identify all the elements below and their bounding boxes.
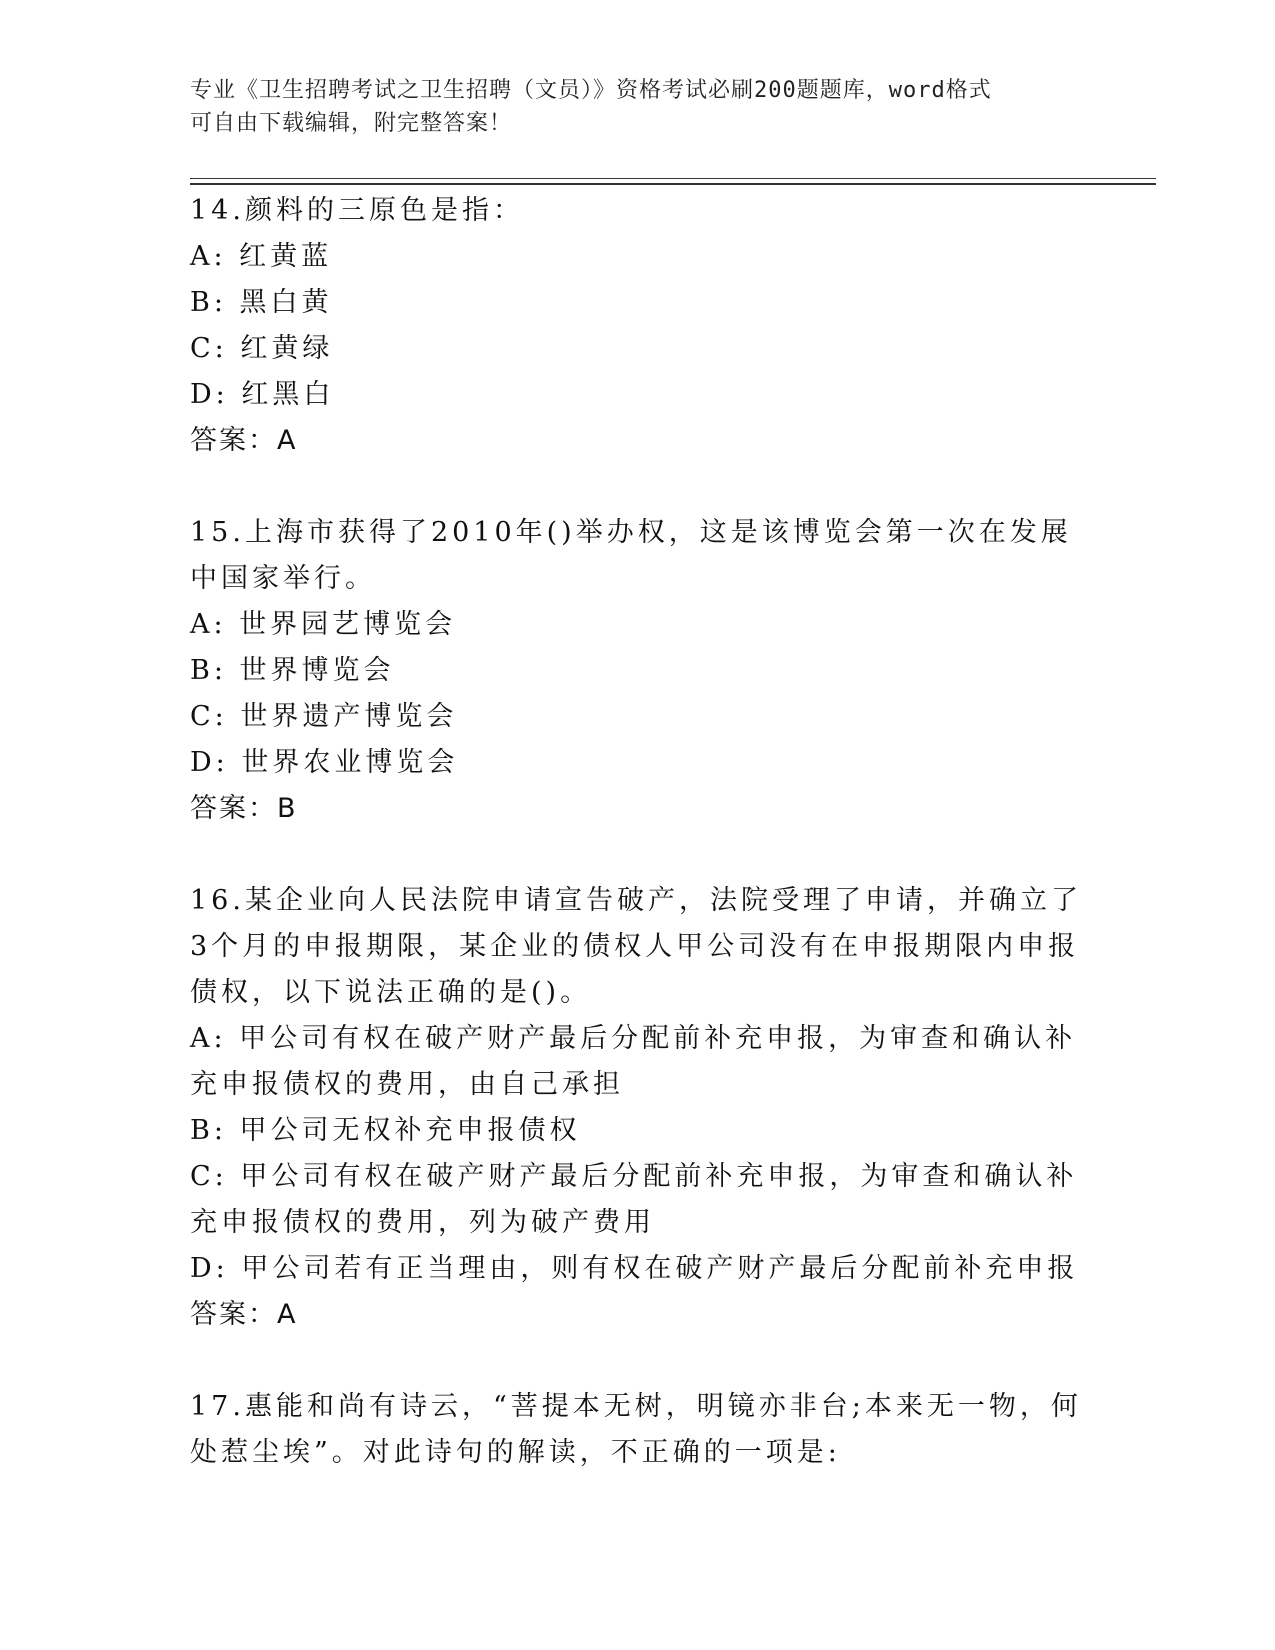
header-line-2: 可自由下载编辑，附完整答案！ (190, 111, 513, 136)
answer-label: 答案：A (190, 425, 298, 456)
answer-label: 答案：B (190, 793, 298, 824)
option-a: A: 世界园艺博览会 (190, 609, 457, 640)
option-c: C: 世界遗产博览会 (190, 701, 458, 732)
question-16 (190, 878, 1090, 1338)
question-stem: 14.颜料的三原色是指： (190, 195, 524, 226)
option-d: D: 世界农业博览会 (190, 747, 459, 778)
option-a: A: 甲公司有权在破产财产最后分配前补充申报，为审查和确认补充申报债权的费用，由自己承担 (190, 1023, 1077, 1100)
option-c: C: 甲公司有权在破产财产最后分配前补充申报，为审查和确认补充申报债权的费用，列为破产费用 (190, 1161, 1078, 1238)
question-17 (190, 1384, 1090, 1476)
option-a: A: 红黄蓝 (190, 241, 333, 272)
option-b: B: 世界博览会 (190, 655, 395, 686)
question-stem: 16.某企业向人民法院申请宣告破产，法院受理了申请，并确立了3个月的申报期限，某企业的债权人甲公司没有在申报期限内申报债权，以下说法正确的是()。 (190, 885, 1082, 1008)
header-line-1: 专业《卫生招聘考试之卫生招聘（文员）》资格考试必刷200题题库，word格式 (190, 78, 992, 103)
option-d: D: 红黑白 (190, 379, 335, 410)
question-14 (190, 188, 1090, 464)
option-d: D: 甲公司若有正当理由，则有权在破产财产最后分配前补充申报 (190, 1253, 1079, 1284)
question-list (190, 188, 1090, 1522)
option-b: B: 甲公司无权补充申报债权 (190, 1115, 581, 1146)
option-c: C: 红黄绿 (190, 333, 334, 364)
header-divider-bottom (190, 183, 1156, 185)
question-stem: 15.上海市获得了2010年()举办权，这是该博览会第一次在发展中国家举行。 (190, 517, 1072, 594)
document-header (190, 74, 1070, 140)
option-b: B: 黑白黄 (190, 287, 333, 318)
question-15 (190, 510, 1090, 832)
question-stem: 17.惠能和尚有诗云，“菩提本无树，明镜亦非台;本来无一物，何处惹尘埃”。对此诗句的解读，不正确的一项是: (190, 1391, 1082, 1468)
answer-label: 答案：A (190, 1299, 298, 1330)
header-divider-top (190, 178, 1156, 179)
